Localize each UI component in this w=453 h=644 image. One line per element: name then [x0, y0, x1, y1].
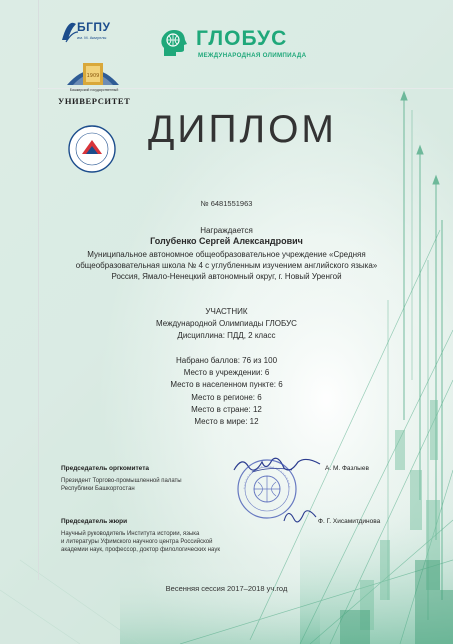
chair-description [61, 477, 182, 493]
participant-role: УЧАСТНИК [205, 307, 248, 316]
result-item: Место в регионе: 6 [191, 392, 262, 402]
result-item: Место в населенном пункте: 6 [170, 380, 283, 390]
diploma-title: ДИПЛОМ [148, 108, 337, 151]
globus-logo-subtitle: МЕЖДУНАРОДНАЯ ОЛИМПИАДА [198, 52, 307, 59]
jury-description [61, 530, 220, 554]
olympiad-name: Международной Олимпиады ГЛОБУС [156, 319, 297, 328]
olympiad-seal-icon [236, 458, 298, 520]
chair-title: Председатель оргкомитета [61, 465, 150, 472]
result-item: Место в стране: 12 [191, 404, 262, 414]
chair-description-line: Республики Башкортостан [61, 486, 135, 492]
organization-line: Муниципальное автономное общеобразовательное учреждение «Средняя [87, 250, 366, 259]
svg-text:1909: 1909 [86, 73, 100, 79]
left-border-line [38, 0, 39, 580]
jury-description-line: Научный руководитель Института истории, языка [61, 531, 200, 537]
chair-description-line: Президент Торгово-промышленной палаты [61, 478, 182, 484]
university-name: УНИВЕРСИТЕТ [58, 96, 131, 106]
results-list [40, 355, 413, 428]
chair-name: А. М. Фазлыев [325, 465, 369, 472]
result-item: Место в учреждении: 6 [183, 368, 270, 378]
diploma-number: № 6481551963 [200, 199, 253, 208]
result-item: Место в мире: 12 [194, 417, 259, 427]
awarded-label: Награждается [200, 226, 253, 235]
organization-line: Россия, Ямало-Ненецкий автономный округ, г. Новый Уренгой [111, 272, 342, 281]
recipient-name: Голубенко Сергей Александрович [150, 236, 303, 246]
jury-description-line: и литературы Уфимского научного центра Российской [61, 539, 213, 545]
olympiad-round-emblem-icon [67, 124, 117, 174]
bgpu-subtitle: им. М. Акмуллы [77, 35, 107, 40]
jury-description-line: академии наук, профессор, доктор филологических наук [61, 547, 220, 553]
session-footer: Весенняя сессия 2017–2018 уч.год [165, 584, 288, 593]
organization-line: общеобразовательная школа № 4 с углубленным изучением английского языка» [75, 261, 378, 270]
globus-logo-name: ГЛОБУС [196, 27, 288, 50]
result-item: Набрано баллов: 76 из 100 [175, 356, 278, 365]
globus-head-icon [158, 28, 188, 58]
university-small-caption: Башкирский государственный [69, 88, 119, 92]
jury-title: Председатель жюри [61, 518, 128, 525]
discipline: Дисциплина: ПДД, 2 класс [177, 331, 276, 340]
bgpu-name: БГПУ [77, 20, 111, 34]
jury-name: Ф. Г. Хисамитдинова [318, 518, 381, 525]
organization-text [40, 249, 413, 282]
